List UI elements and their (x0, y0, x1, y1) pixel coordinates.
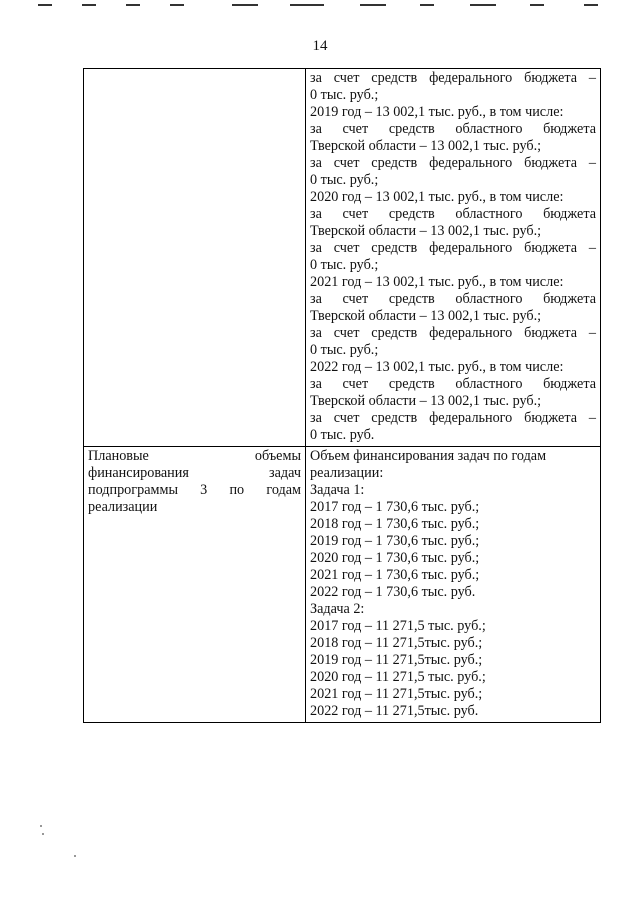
regional-budget-line: за счет средств областного бюджета (310, 206, 596, 222)
label-line: подпрограммы 3 по годам (88, 482, 301, 498)
list-item: 2018 год – 11 271,5тыс. руб.; (310, 635, 483, 651)
list-item: 2020 год – 1 730,6 тыс. руб.; (310, 550, 480, 566)
label-line: Плановые объемы (88, 448, 301, 464)
year-2019-heading: 2019 год – 13 002,1 тыс. руб., в том числе: (310, 104, 564, 120)
federal-budget-value: 0 тыс. руб.; (310, 342, 379, 358)
table-row (84, 447, 601, 723)
label-line: реализации (88, 499, 158, 515)
financing-title: Объем финансирования задач по годам (310, 448, 547, 464)
federal-budget-line: за счет средств федерального бюджета – (310, 325, 596, 341)
financing-table (83, 68, 601, 723)
regional-budget-value: Тверской области – 13 002,1 тыс. руб.; (310, 223, 542, 239)
task-1-label: Задача 1: (310, 482, 365, 498)
row1-label-cell (84, 69, 306, 447)
task-2-label: Задача 2: (310, 601, 365, 617)
list-item: 2019 год – 1 730,6 тыс. руб.; (310, 533, 480, 549)
list-item: 2022 год – 1 730,6 тыс. руб. (310, 584, 476, 600)
regional-budget-value: Тверской области – 13 002,1 тыс. руб.; (310, 138, 542, 154)
list-item: 2021 год – 1 730,6 тыс. руб.; (310, 567, 480, 583)
federal-budget-value: 0 тыс. руб.; (310, 87, 379, 103)
regional-budget-line: за счет средств областного бюджета (310, 121, 596, 137)
regional-budget-line: за счет средств областного бюджета (310, 376, 596, 392)
federal-budget-line: за счет средств федерального бюджета – (310, 240, 596, 256)
list-item: 2022 год – 11 271,5тыс. руб. (310, 703, 479, 719)
federal-budget-line: за счет средств федерального бюджета – (310, 410, 596, 426)
row1-content-cell (306, 69, 601, 447)
federal-budget-value: 0 тыс. руб.; (310, 257, 379, 273)
year-2021-heading: 2021 год – 13 002,1 тыс. руб., в том числе: (310, 274, 564, 290)
federal-budget-value: 0 тыс. руб. (310, 427, 375, 443)
list-item: 2018 год – 1 730,6 тыс. руб.; (310, 516, 480, 532)
year-2020-heading: 2020 год – 13 002,1 тыс. руб., в том числе: (310, 189, 564, 205)
regional-budget-value: Тверской области – 13 002,1 тыс. руб.; (310, 308, 542, 324)
federal-budget-line: за счет средств федерального бюджета – (310, 155, 596, 171)
financing-title-cont: реализации: (310, 465, 384, 481)
federal-budget-value: 0 тыс. руб.; (310, 172, 379, 188)
page-number: 14 (312, 38, 328, 54)
table-row (84, 69, 601, 447)
list-item: 2021 год – 11 271,5тыс. руб.; (310, 686, 483, 702)
year-2022-heading: 2022 год – 13 002,1 тыс. руб., в том числе: (310, 359, 564, 375)
list-item: 2019 год – 11 271,5тыс. руб.; (310, 652, 483, 668)
list-item: 2020 год – 11 271,5 тыс. руб.; (310, 669, 486, 685)
label-line: финансирования задач (88, 465, 301, 481)
federal-budget-line: за счет средств федерального бюджета – (310, 70, 596, 86)
regional-budget-line: за счет средств областного бюджета (310, 291, 596, 307)
regional-budget-value: Тверской области – 13 002,1 тыс. руб.; (310, 393, 542, 409)
row2-label-cell (84, 447, 306, 723)
scan-top-marks (0, 4, 640, 8)
list-item: 2017 год – 11 271,5 тыс. руб.; (310, 618, 486, 634)
list-item: 2017 год – 1 730,6 тыс. руб.; (310, 499, 480, 515)
row2-content-cell (306, 447, 601, 723)
